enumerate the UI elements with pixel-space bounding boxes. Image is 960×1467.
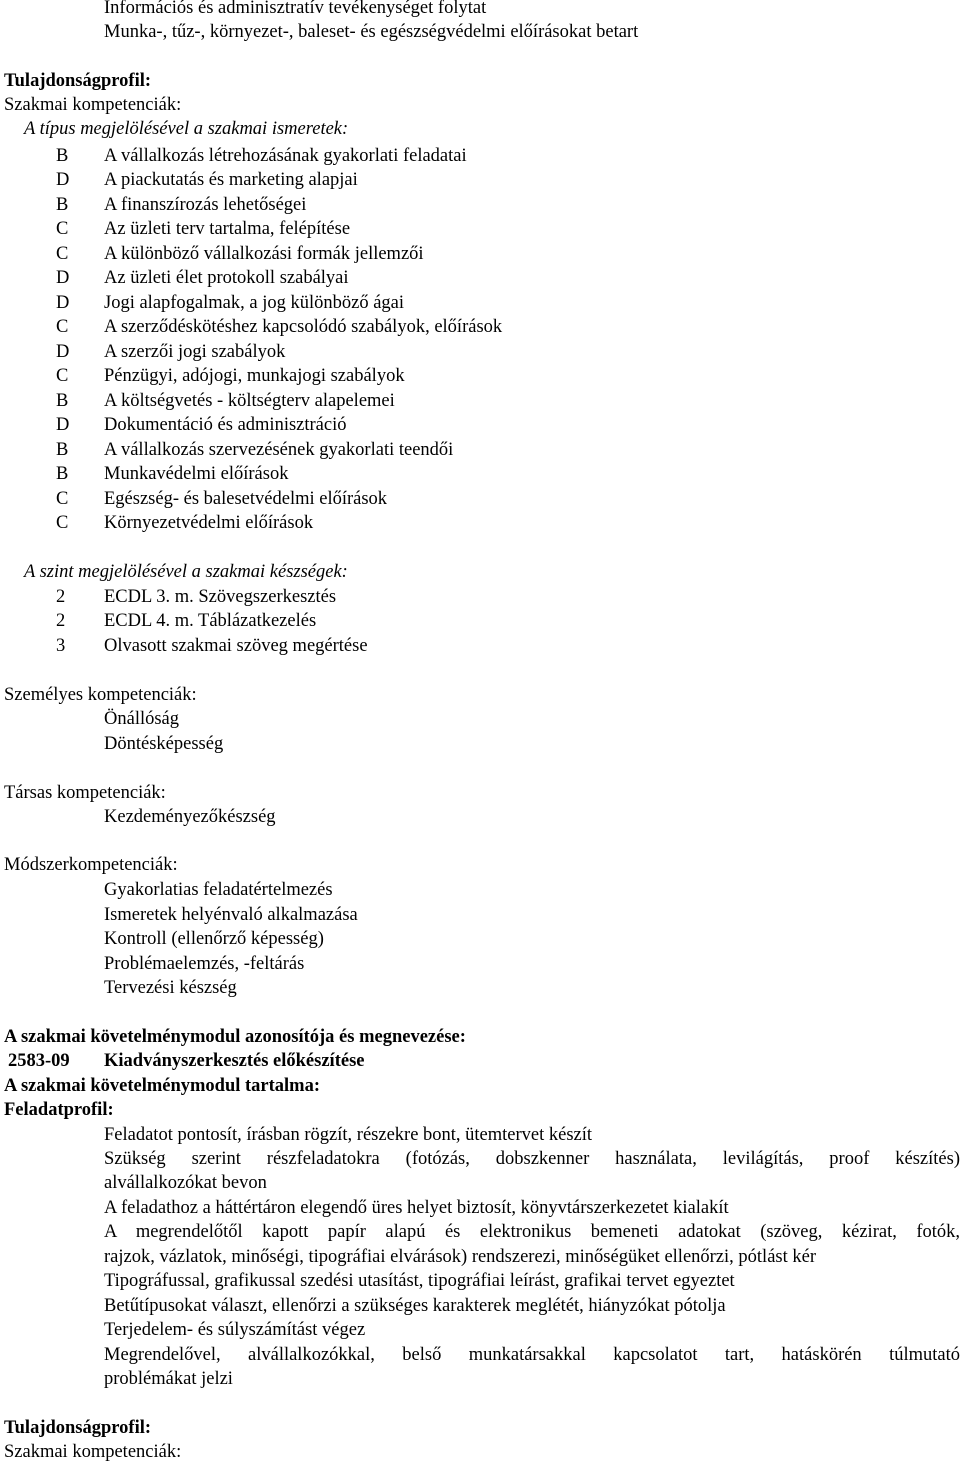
section-title: Tulajdonságprofil: [4,71,152,91]
method-heading: Módszerkompetenciák: [4,855,178,875]
module-code: 2583-09 [8,1051,70,1071]
task-item: A megrendelőtől kapott papír alapú és elektronikus bemeneti adatokat (szöveg, kézirat, fotók, [104,1222,960,1242]
level-code: D [56,268,70,288]
list-item: A szerzői jogi szabályok [104,342,286,362]
level-code: C [56,489,69,509]
level-code: C [56,244,69,264]
section-subtitle: Szakmai kompetenciák: [4,1442,182,1462]
task-item-continued: problémákat jelzi [104,1369,233,1389]
level-code: C [56,366,69,386]
module-name: Kiadványszerkesztés előkészítése [104,1051,365,1071]
level-code: B [56,195,69,215]
list-item: Kontroll (ellenőrző képesség) [104,929,324,949]
level-code: 2 [56,587,66,607]
task-item: Információs és adminisztratív tevékenységet folytat [104,0,487,18]
task-item: Munka-, tűz-, környezet-, baleset- és egészségvédelmi előírásokat betart [104,22,639,42]
list-item: Tervezési készség [104,978,237,998]
list-item: Az üzleti élet protokoll szabályai [104,268,349,288]
level-code: 2 [56,611,66,631]
module-id-heading: A szakmai követelménymodul azonosítója és megnevezése: [4,1027,466,1047]
level-code: B [56,440,69,460]
list-item: Problémaelemzés, -feltárás [104,954,305,974]
list-item: Környezetvédelmi előírások [104,513,314,533]
list-item: Önállóság [104,709,180,729]
knowledge-heading: A típus megjelölésével a szakmai ismeretek: [24,119,349,139]
level-code: B [56,146,69,166]
task-item-continued: rajzok, vázlatok, minőségi, tipográfiai elvárások) rendszerezi, minőségüket ellenőrzi, pótlást kér [104,1247,816,1267]
skills-heading: A szint megjelölésével a szakmai készségek: [24,562,348,582]
level-code: B [56,464,69,484]
list-item: A vállalkozás létrehozásának gyakorlati feladatai [104,146,467,166]
level-code: D [56,293,70,313]
level-code: C [56,513,69,533]
task-item-continued: alvállalkozókat bevon [104,1173,267,1193]
list-item: ECDL 3. m. Szövegszerkesztés [104,587,337,607]
section-subtitle: Szakmai kompetenciák: [4,95,182,115]
list-item: Ismeretek helyénvaló alkalmazása [104,905,358,925]
list-item: Kezdeményezőkészség [104,807,276,827]
list-item: A költségvetés - költségterv alapelemei [104,391,395,411]
task-item: Betűtípusokat választ, ellenőrzi a szükséges karakterek meglétét, hiányzókat pótolja [104,1296,726,1316]
task-item: Tipográfussal, grafikussal szedési utasítást, tipográfiai leírást, grafikai tervet egyeztet [104,1271,735,1291]
personal-heading: Személyes kompetenciák: [4,685,197,705]
task-profile-heading: Feladatprofil: [4,1100,114,1120]
list-item: ECDL 4. m. Táblázatkezelés [104,611,317,631]
task-item: Megrendelővel, alvállalkozókkal, belső munkatársakkal kapcsolatot tart, hatáskörén túlmutató [104,1345,960,1365]
list-item: A piackutatás és marketing alapjai [104,170,358,190]
task-item: A feladathoz a háttértáron elegendő üres helyet biztosít, könyvtárszerkezetet kialakít [104,1198,729,1218]
list-item: Az üzleti terv tartalma, felépítése [104,219,351,239]
list-item: A különböző vállalkozási formák jellemzői [104,244,424,264]
list-item: Pénzügyi, adójogi, munkajogi szabályok [104,366,405,386]
list-item: Egészség- és balesetvédelmi előírások [104,489,388,509]
task-item: Szükség szerint részfeladatokra (fotózás, dobszkenner használata, levilágítás, proof készítés) [104,1149,960,1169]
module-content-heading: A szakmai követelménymodul tartalma: [4,1076,321,1096]
list-item: Gyakorlatias feladatértelmezés [104,880,333,900]
level-code: D [56,170,70,190]
task-item: Terjedelem- és súlyszámítást végez [104,1320,366,1340]
list-item: Munkavédelmi előírások [104,464,289,484]
list-item: Olvasott szakmai szöveg megértése [104,636,368,656]
list-item: A vállalkozás szervezésének gyakorlati teendői [104,440,454,460]
level-code: B [56,391,69,411]
level-code: C [56,317,69,337]
level-code: D [56,415,70,435]
level-code: C [56,219,69,239]
social-heading: Társas kompetenciák: [4,783,166,803]
list-item: Jogi alapfogalmak, a jog különböző ágai [104,293,405,313]
task-item: Feladatot pontosít, írásban rögzít, részekre bont, ütemtervet készít [104,1125,593,1145]
list-item: Dokumentáció és adminisztráció [104,415,347,435]
level-code: D [56,342,70,362]
list-item: Döntésképesség [104,734,224,754]
list-item: A szerződéskötéshez kapcsolódó szabályok, előírások [104,317,503,337]
level-code: 3 [56,636,66,656]
list-item: A finanszírozás lehetőségei [104,195,307,215]
section-title: Tulajdonságprofil: [4,1418,152,1438]
